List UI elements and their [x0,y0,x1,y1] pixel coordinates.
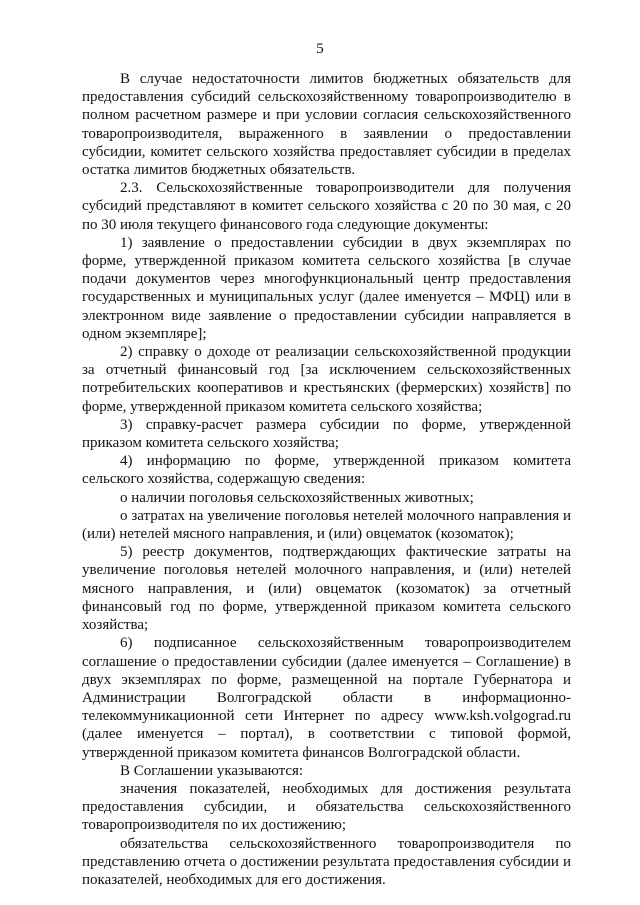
paragraph: обязательства сельскохозяйственного товаропроизводителя по представлению отчета о достижении результата предоставления субсидии и показателей, необходимых для его достижения. [82,835,571,888]
paragraph: 3) справку-расчет размера субсидии по форме, утвержденной приказом комитета сельского хозяйства; [82,416,571,452]
paragraph: 2) справку о доходе от реализации сельскохозяйственной продукции за отчетный финансовый год [за исключением сельскохозяйственных потребительских кооперативов и крестьянских (фермерских) хозяйств] по форме, утвержденной приказом комитета сельского хозяйства; [82,344,571,415]
paragraph: В случае недостаточности лимитов бюджетных обязательств для предоставления субсидий сельскохозяйственному товаропроизводителю в полном расчетном размере и при условии согласия сельскохозяйственного товаропроизводителя, выраженного в заявлении о предоставлении субсидии, комитет сельского хозяйства предоставляет субсидии в пределах остатка лимитов бюджетных обязательств. [82,71,571,179]
paragraph: о затратах на увеличение поголовья нетелей молочного направления и (или) нетелей мясного направления, и (или) овцематок (козоматок); [82,507,571,543]
paragraph: 1) заявление о предоставлении субсидии в двух экземплярах по форме, утвержденной приказом комитета сельского хозяйства [в случае подачи документов через многофункциональный центр предоставления государственных и муниципальных услуг (далее именуется – МФЦ) или в электронном виде заявление о предоставлении субсидии направляется в одном экземпляре]; [82,234,571,342]
paragraph: 4) информацию по форме, утвержденной приказом комитета сельского хозяйства, содержащую сведения: [82,453,571,488]
document-body [82,70,571,889]
paragraph: 5) реестр документов, подтверждающих фактические затраты на увеличение поголовья нетелей молочного направления, и (или) нетелей мясного направления, и (или) овцематок (козоматок) за отчетный финансовый год по форме, утвержденной приказом комитета сельского хозяйства; [82,544,571,634]
paragraph: значения показателей, необходимых для достижения результата предоставления субсидии, и обязательства сельскохозяйственного товаропроизводителя по их достижению; [82,780,571,834]
paragraph: 6) подписанное сельскохозяйственным товаропроизводителем соглашение о предоставлении субсидии (далее именуется – Соглашение) в двух экземплярах по форме, размещенной на портале Губернатора и Администрации Волгоградской области в информационно-телекоммуникационной сети Интернет по адресу www.ksh.volgograd.ru (далее именуется – портал), в соответствии с типовой формой, утвержденной приказом комитета финансов Волгоградской области. [82,635,571,761]
paragraph: 2.3. Сельскохозяйственные товаропроизводители для получения субсидий представляют в комитет сельского хозяйства с 20 по 30 мая, с 20 по 30 июля текущего финансового года следующие документы: [82,180,571,233]
paragraph: о наличии поголовья сельскохозяйственных животных; [120,489,474,506]
page-number: 5 [316,41,324,57]
paragraph: В Соглашении указываются: [120,762,304,779]
